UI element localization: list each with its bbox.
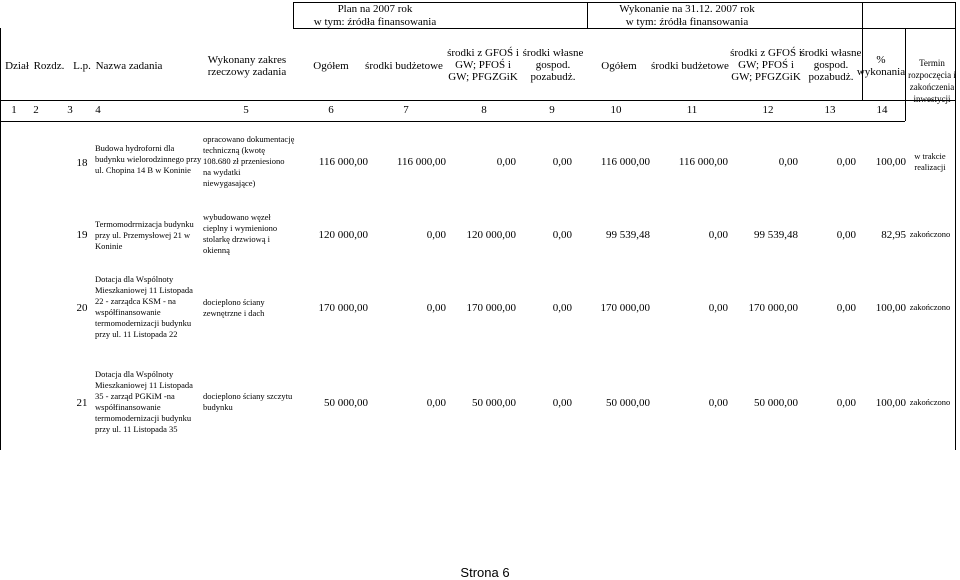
value-exec-gfos: 170 000,00 [748, 302, 798, 314]
row-lp: 20 [76, 302, 88, 314]
col-plan-wlasne: środki własne gospod. pozabudż. [522, 47, 584, 83]
value-plan-wlasne: 0,00 [552, 302, 572, 314]
col-dzial: Dział [5, 60, 29, 72]
col-lp: L.p. [73, 60, 91, 72]
value-plan-ogolem: 170 000,00 [318, 302, 368, 314]
col-plan-gfos: środki z GFOŚ i GW; PFOŚ i GW; PFGZGiK [447, 47, 519, 83]
col-zakres: Wykonany zakres rzeczowy zadania [207, 54, 287, 78]
value-exec-budzet: 0,00 [708, 229, 728, 241]
col-exec-ogolem: Ogółem [601, 60, 637, 72]
value-exec-ogolem: 50 000,00 [606, 397, 650, 409]
col-plan-ogolem: Ogółem [313, 60, 349, 72]
value-exec-gfos: 0,00 [778, 156, 798, 168]
column-number: 7 [403, 104, 409, 116]
value-procent: 100,00 [875, 302, 906, 314]
value-procent: 100,00 [875, 156, 906, 168]
row-lp: 18 [76, 157, 88, 169]
column-number: 6 [328, 104, 334, 116]
column-number: 4 [95, 104, 101, 116]
row-scope: opracowano dokumentację techniczną (kwotę 108.680 zł przeniesiono na wydatki niewygasające) [203, 134, 295, 188]
value-exec-gfos: 99 539,48 [754, 229, 798, 241]
row-name: Dotacja dla Wspólnoty Mieszkaniowej 11 Listopada 35 - zarząd PGKiM -na współfinansowanie termomodernizacji budynku przy ul. 11 Listopada 35 [95, 369, 193, 434]
value-plan-budzet: 0,00 [426, 229, 446, 241]
value-plan-wlasne: 0,00 [552, 229, 572, 241]
column-number: 3 [67, 104, 73, 116]
value-exec-ogolem: 116 000,00 [600, 156, 650, 168]
value-plan-gfos: 50 000,00 [472, 397, 516, 409]
column-number: 9 [549, 104, 555, 116]
col-exec-budzet: środki budżetowe [651, 60, 729, 72]
col-plan-budzet: środki budżetowe [365, 60, 443, 72]
row-term: zakończono [909, 397, 951, 407]
row-name: Termomodrrnizacja budynku przy ul. Przemysłowej 21 w Koninie [95, 219, 194, 251]
value-exec-budzet: 0,00 [708, 397, 728, 409]
plan-subtitle: w tym: źródła finansowania [313, 16, 437, 28]
rule [0, 100, 955, 101]
column-number: 1 [11, 104, 17, 116]
value-exec-wlasne: 0,00 [836, 229, 856, 241]
col-procent: % wykonania [856, 54, 906, 78]
rule [293, 28, 955, 29]
column-number: 8 [481, 104, 487, 116]
value-plan-budzet: 0,00 [426, 397, 446, 409]
value-plan-gfos: 170 000,00 [466, 302, 516, 314]
value-plan-gfos: 120 000,00 [466, 229, 516, 241]
exec-title: Wykonanie na 31.12. 2007 rok [619, 3, 755, 15]
value-exec-wlasne: 0,00 [836, 397, 856, 409]
column-number: 11 [686, 104, 698, 116]
value-exec-wlasne: 0,00 [836, 302, 856, 314]
value-exec-ogolem: 99 539,48 [606, 229, 650, 241]
value-exec-budzet: 0,00 [708, 302, 728, 314]
col-rozdz: Rozdz. [33, 60, 65, 72]
col-exec-wlasne: środki własne gospod. pozabudż. [800, 47, 862, 83]
column-number: 2 [33, 104, 39, 116]
row-term: w trakcie realizacji [914, 151, 946, 172]
value-procent: 100,00 [875, 397, 906, 409]
column-number: 5 [243, 104, 249, 116]
row-term: zakończono [909, 302, 951, 312]
col-exec-gfos: środki z GFOŚ i GW; PFOŚ i GW; PFGZGiK [730, 47, 802, 83]
value-exec-gfos: 50 000,00 [754, 397, 798, 409]
rule [0, 121, 905, 122]
column-number: 13 [824, 104, 836, 116]
value-procent: 82,95 [881, 229, 906, 241]
column-number: 12 [762, 104, 774, 116]
column-number: 10 [610, 104, 622, 116]
value-exec-budzet: 116 000,00 [678, 156, 728, 168]
row-scope: wybudowano węzeł cieplny i wymieniono stolarkę drzwiową i okienną [203, 212, 278, 255]
value-plan-gfos: 0,00 [496, 156, 516, 168]
row-name: Budowa hydroforni dla budynku wielorodzinnego przy ul. Chopina 14 B w Koninie [95, 143, 202, 175]
value-plan-budzet: 116 000,00 [396, 156, 446, 168]
value-plan-ogolem: 120 000,00 [318, 229, 368, 241]
value-plan-wlasne: 0,00 [552, 397, 572, 409]
column-number: 14 [876, 104, 888, 116]
value-plan-budzet: 0,00 [426, 302, 446, 314]
row-name: Dotacja dla Wspólnoty Mieszkaniowej 11 Listopada 22 - zarządca KSM - na współfinansowanie termomodernizacji budynku przy ul. 11 Listopada 22 [95, 274, 193, 339]
value-plan-ogolem: 116 000,00 [318, 156, 368, 168]
page-number: Strona 6 [460, 565, 510, 580]
row-scope: docieplono ściany zewnętrzne i dach [203, 297, 265, 318]
rule [862, 2, 863, 28]
value-exec-wlasne: 0,00 [836, 156, 856, 168]
value-plan-ogolem: 50 000,00 [324, 397, 368, 409]
plan-title: Plan na 2007 rok [337, 3, 413, 15]
value-plan-wlasne: 0,00 [552, 156, 572, 168]
col-nazwa: Nazwa zadania [95, 60, 163, 72]
row-lp: 21 [76, 397, 88, 409]
row-lp: 19 [76, 229, 88, 241]
col-termin: Termin rozpoczęcia i zakończenia inwestycji [908, 58, 956, 104]
row-term: zakończono [909, 229, 951, 239]
value-exec-ogolem: 170 000,00 [600, 302, 650, 314]
row-scope: docieplono ściany szczytu budynku [203, 391, 293, 412]
exec-subtitle: w tym: źródła finansowania [625, 16, 749, 28]
rule [0, 28, 1, 450]
